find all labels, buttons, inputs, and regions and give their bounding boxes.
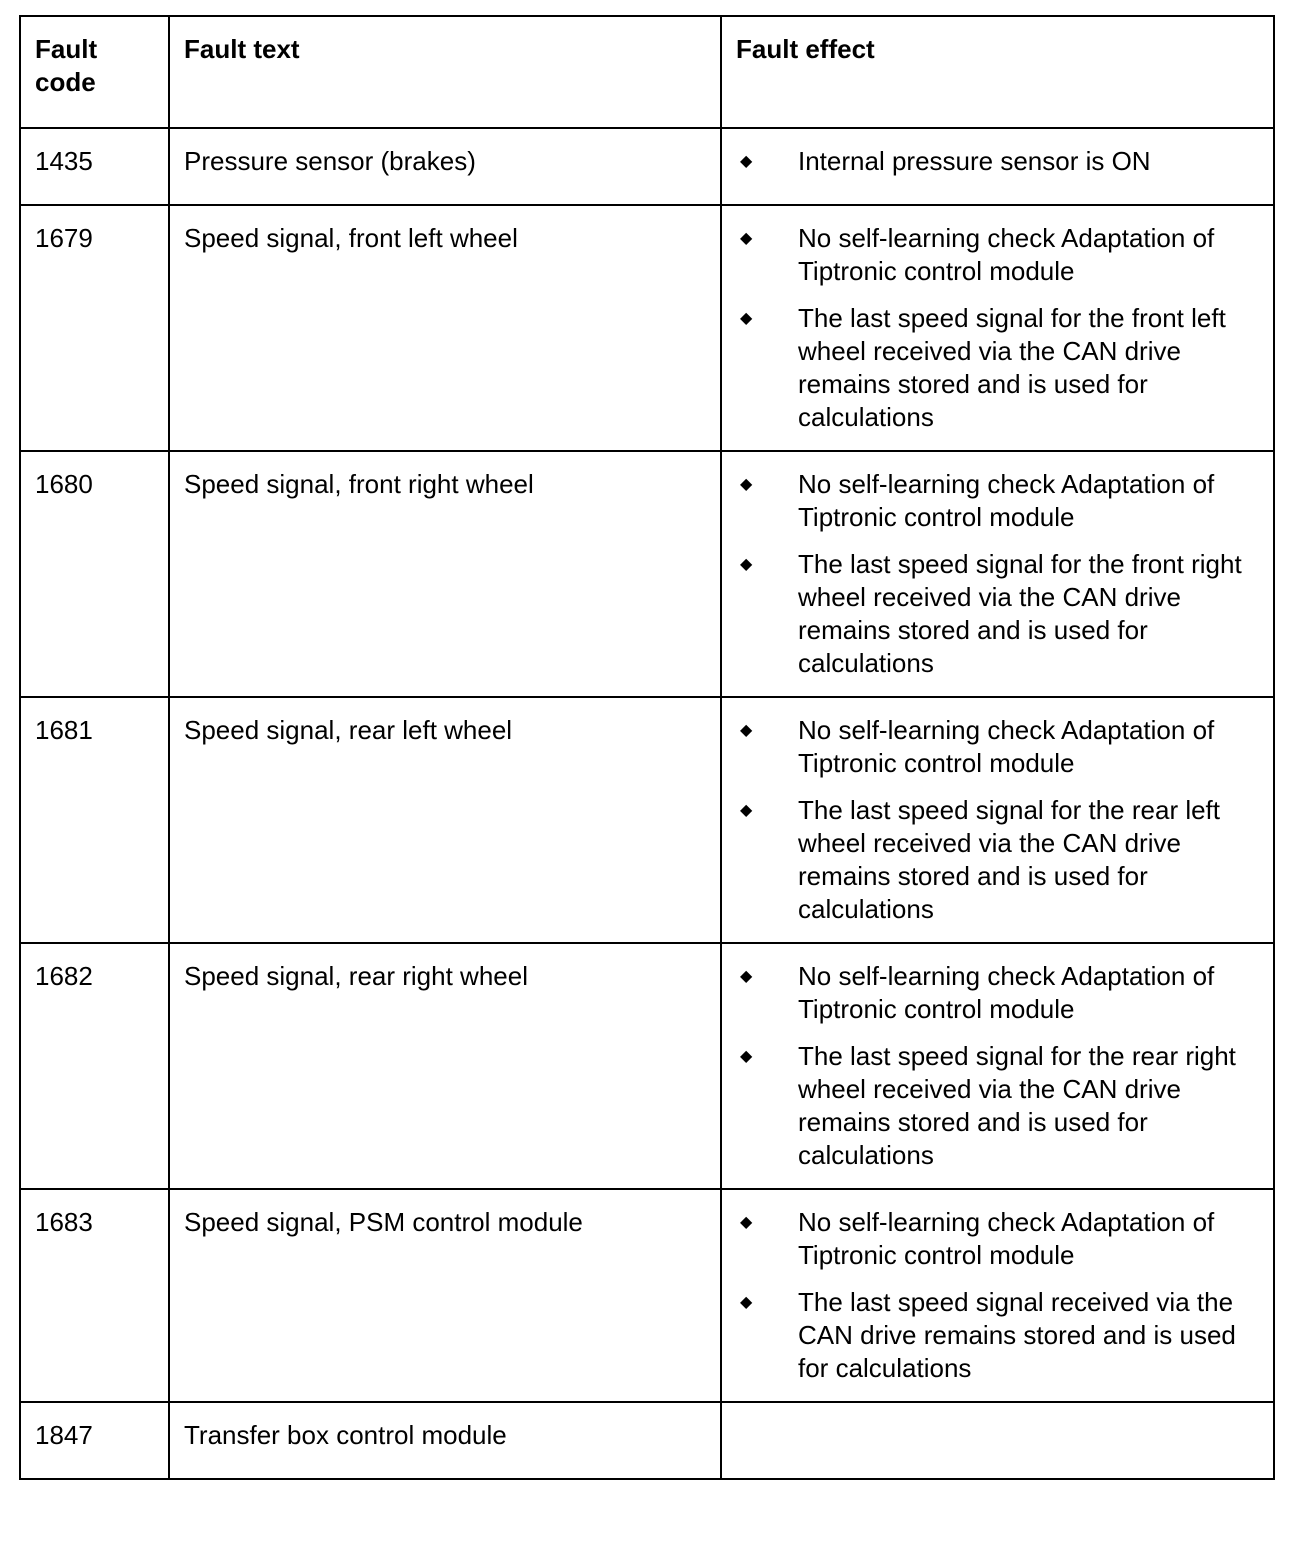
header-fault-effect-label: Fault effect <box>736 34 875 64</box>
fault-code-cell <box>20 1402 169 1479</box>
fault-text-cell <box>169 943 721 1189</box>
effect-text: The last speed signal for the rear right wheel received via the CAN drive remains stored and is used for calculations <box>798 1041 1236 1170</box>
fault-effect-cell <box>721 128 1274 205</box>
fault-effect-cell <box>721 697 1274 943</box>
fault-code: 1679 <box>35 223 93 253</box>
diamond-bullet-icon: ◆ <box>740 153 753 170</box>
fault-code: 1680 <box>35 469 93 499</box>
fault-code-cell <box>20 943 169 1189</box>
fault-text-cell <box>169 451 721 697</box>
effect-item <box>736 714 1259 780</box>
fault-effect-cell <box>721 1402 1274 1479</box>
fault-text-cell <box>169 128 721 205</box>
fault-code: 1683 <box>35 1207 93 1237</box>
header-fault-effect <box>721 16 1274 128</box>
effect-text: The last speed signal for the front left wheel received via the CAN drive remains stored and is used for calculations <box>798 303 1226 432</box>
fault-text-cell <box>169 697 721 943</box>
table-row <box>20 943 1274 1189</box>
effect-item <box>736 302 1259 434</box>
header-fault-code <box>20 16 169 128</box>
effect-item <box>736 1286 1259 1385</box>
effect-item <box>736 468 1259 534</box>
effect-text: No self-learning check Adaptation of Tiptronic control module <box>798 961 1215 1024</box>
table-row <box>20 1402 1274 1479</box>
diamond-bullet-icon: ◆ <box>740 230 753 247</box>
effect-item <box>736 1040 1259 1172</box>
diamond-bullet-icon: ◆ <box>740 1048 753 1065</box>
effect-list <box>736 468 1259 680</box>
fault-code: 1847 <box>35 1420 93 1450</box>
diamond-bullet-icon: ◆ <box>740 968 753 985</box>
fault-effect-cell <box>721 205 1274 451</box>
header-fault-code-label: Fault code <box>35 34 98 97</box>
effect-text: Internal pressure sensor is ON <box>798 146 1151 176</box>
fault-code-cell <box>20 205 169 451</box>
table-row <box>20 697 1274 943</box>
diamond-bullet-icon: ◆ <box>740 556 753 573</box>
effect-item <box>736 222 1259 288</box>
fault-text: Speed signal, PSM control module <box>184 1207 583 1237</box>
effect-list <box>736 960 1259 1172</box>
fault-code-cell <box>20 1189 169 1402</box>
effect-item <box>736 145 1259 178</box>
effect-item <box>736 548 1259 680</box>
table-row <box>20 205 1274 451</box>
diamond-bullet-icon: ◆ <box>740 802 753 819</box>
table-row <box>20 451 1274 697</box>
fault-code: 1435 <box>35 146 93 176</box>
effect-item <box>736 1206 1259 1272</box>
effect-text: The last speed signal received via the CAN drive remains stored and is used for calculations <box>798 1287 1236 1383</box>
diamond-bullet-icon: ◆ <box>740 1294 753 1311</box>
fault-text: Transfer box control module <box>184 1420 507 1450</box>
fault-code: 1681 <box>35 715 93 745</box>
diamond-bullet-icon: ◆ <box>740 722 753 739</box>
fault-effect-cell <box>721 451 1274 697</box>
fault-text-cell <box>169 1402 721 1479</box>
fault-text-cell <box>169 1189 721 1402</box>
effect-list <box>736 1206 1259 1385</box>
table-header-row <box>20 16 1274 128</box>
diamond-bullet-icon: ◆ <box>740 476 753 493</box>
table-row <box>20 128 1274 205</box>
fault-text: Speed signal, front left wheel <box>184 223 518 253</box>
fault-code-cell <box>20 128 169 205</box>
table-row <box>20 1189 1274 1402</box>
diamond-bullet-icon: ◆ <box>740 1214 753 1231</box>
fault-code-cell <box>20 697 169 943</box>
effect-text: No self-learning check Adaptation of Tiptronic control module <box>798 469 1215 532</box>
fault-text: Speed signal, front right wheel <box>184 469 534 499</box>
header-fault-text <box>169 16 721 128</box>
fault-table <box>19 15 1275 1480</box>
effect-text: The last speed signal for the front right wheel received via the CAN drive remains stored and is used for calculations <box>798 549 1242 678</box>
fault-text: Speed signal, rear right wheel <box>184 961 528 991</box>
effect-text: No self-learning check Adaptation of Tiptronic control module <box>798 715 1215 778</box>
diamond-bullet-icon: ◆ <box>740 310 753 327</box>
header-fault-text-label: Fault text <box>184 34 300 64</box>
fault-code: 1682 <box>35 961 93 991</box>
fault-text: Pressure sensor (brakes) <box>184 146 476 176</box>
fault-text: Speed signal, rear left wheel <box>184 715 513 745</box>
effect-list <box>736 222 1259 434</box>
fault-effect-cell <box>721 943 1274 1189</box>
effect-list <box>736 714 1259 926</box>
fault-text-cell <box>169 205 721 451</box>
effect-item <box>736 794 1259 926</box>
effect-text: No self-learning check Adaptation of Tiptronic control module <box>798 1207 1215 1270</box>
effect-text: No self-learning check Adaptation of Tiptronic control module <box>798 223 1215 286</box>
fault-code-cell <box>20 451 169 697</box>
effect-list <box>736 145 1259 178</box>
fault-effect-cell <box>721 1189 1274 1402</box>
effect-item <box>736 960 1259 1026</box>
effect-text: The last speed signal for the rear left wheel received via the CAN drive remains stored and is used for calculations <box>798 795 1221 924</box>
